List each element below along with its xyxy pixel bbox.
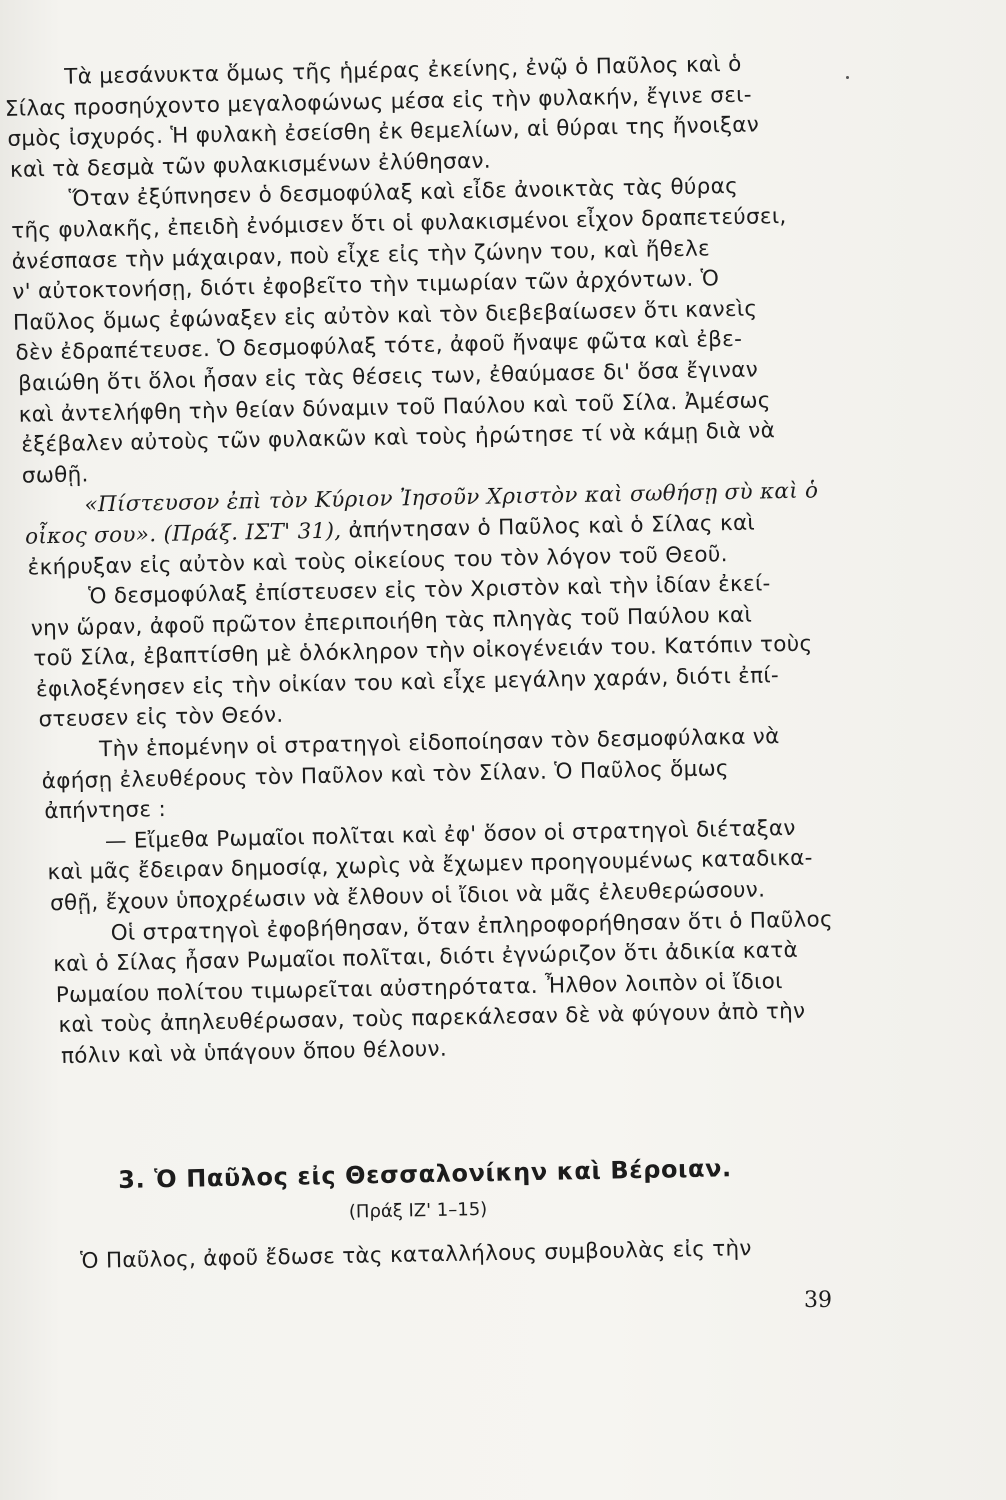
text-line: ἀνέσπασε τὴν μάχαιραν, ποὺ εἶχε εἰς τὴν ζώνην του, καὶ ἤθελε [11, 235, 711, 275]
text-line: νην ὥραν, ἀφοῦ πρῶτον ἐπεριποιήθη τὰς πληγὰς τοῦ Παύλου καὶ [30, 602, 753, 642]
scripture-quote-end: οἶκος σου». (Πράξ. ΙΣΤ' 31), [24, 518, 342, 550]
body-text [0, 47, 879, 1073]
text-line: καὶ τοὺς ἀπηλευθέρωσαν, τοὺς παρεκάλεσαν δὲ νὰ φύγουν ἀπὸ τὴν [58, 999, 806, 1039]
text-line: Σίλας προσηύχοντο μεγαλοφώνως μέσα εἰς τὴν φυλακήν, ἔγινε σει- [4, 82, 753, 122]
text-line: Παῦλος ὅμως ἐφώναξεν εἰς αὐτὸν καὶ τὸν διεβεβαίωσεν ὅτι κανεὶς [12, 296, 758, 336]
section-heading-block [118, 1154, 733, 1223]
page-number: 39 [804, 1288, 832, 1313]
text-line: καὶ τὰ δεσμὰ τῶν φυλακισμένων ἐλύθησαν. [9, 148, 492, 183]
text-line: Ὅταν ἐξύπνησεν ὁ δεσμοφύλαξ καὶ εἶδε ἀνοικτὰς τὰς θύρας [68, 174, 739, 213]
final-paragraph [80, 1234, 752, 1277]
text-line: ν' αὐτοκτονήσῃ, διότι ἐφοβεῖτο τὴν τιμωρίαν τῶν ἀρχόντων. Ὁ [12, 266, 720, 305]
text-line: ἐξέβαλεν αὐτοὺς τῶν φυλακῶν καὶ τοὺς ἠρώτησε τί νὰ κάμῃ διὰ νὰ [21, 418, 776, 458]
text-line: βαιώθη ὅτι ὅλοι ἦσαν εἰς τὰς θέσεις των, ἐθαύμασε δι' ὅσα ἔγιναν [17, 357, 759, 397]
text-line: σθῇ, ἔχουν ὑποχρέωσιν νὰ ἔλθουν οἱ ἴδιοι νὰ μᾶς ἐλευθερώσουν. [49, 877, 766, 917]
text-line: τῆς φυλακῆς, ἐπειδὴ ἐνόμισεν ὅτι οἱ φυλακισμένοι εἶχον δραπετεύσει, [10, 203, 787, 244]
section-heading: 3. Ὁ Παῦλος εἰς Θεσσαλονίκην καὶ Βέροιαν. [118, 1154, 733, 1194]
text-line: ἐκήρυξαν εἰς αὐτὸν καὶ τοὺς οἰκείους του τὸν λόγον τοῦ Θεοῦ. [27, 541, 728, 581]
section-reference: (Πράξ ΙΖ' 1–15) [348, 1198, 488, 1223]
text-span: ἀπήντησαν ὁ Παῦλος καὶ ὁ Σίλας καὶ [341, 510, 756, 544]
text-line: Ὁ Παῦλος, ἀφοῦ ἔδωσε τὰς καταλλήλους συμβουλὰς εἰς τὴν [80, 1236, 752, 1274]
text-line: σωθῇ. [21, 462, 89, 489]
text-line: Τὴν ἑπομένην οἱ στρατηγοὶ εἰδοποίησαν τὸν δεσμοφύλακα νὰ [98, 724, 780, 763]
text-line: σμὸς ἰσχυρός. Ἡ φυλακὴ ἐσείσθη ἐκ θεμελίων, αἱ θύραι της ἤνοιξαν [7, 112, 760, 153]
text-line: Ὁ δεσμοφύλαξ ἐπίστευσεν εἰς τὸν Χριστὸν καὶ τὴν ἰδίαν ἐκεί- [88, 571, 771, 610]
text-line: ἀπήντησε : [44, 797, 167, 825]
scripture-quote: «Πίστευσον ἐπὶ τὸν Κύριον Ἰησοῦν Χριστὸν καὶ σωθήσῃ σὺ καὶ ὁ [84, 478, 819, 518]
text-line: πόλιν καὶ νὰ ὑπάγουν ὅπου θέλουν. [60, 1036, 448, 1070]
text-line: — Εἴμεθα Ρωμαῖοι πολῖται καὶ ἐφ' ὅσον οἱ στρατηγοὶ διέταξαν [104, 815, 796, 854]
text-line: στευσεν εἰς τὸν Θεόν. [38, 703, 284, 733]
text-line: Τὰ μεσάνυκτα ὅμως τῆς ἡμέρας ἐκείνης, ἐνῷ ὁ Παῦλος καὶ ὁ [64, 51, 742, 90]
text-line: Οἱ στρατηγοὶ ἐφοβήθησαν, ὅταν ἐπληροφορήθησαν ὅτι ὁ Παῦλος [110, 906, 834, 946]
text-line: καὶ μᾶς ἔδειραν δημοσίᾳ, χωρὶς νὰ ἔχωμεν προηγουμένως καταδικα- [47, 845, 813, 886]
text-line: τοῦ Σίλα, ἐβαπτίσθη μὲ ὁλόκληρον τὴν οἰκογένειάν του. Κατόπιν τοὺς [33, 631, 813, 672]
text-line: καὶ ὁ Σίλας ἦσαν Ρωμαῖοι πολῖται, διότι ἐγνώριζον ὅτι ἀδικία κατὰ [53, 938, 799, 978]
text-line: Ρωμαίου πολίτου τιμωρεῖται αὐστηρότατα. Ἦλθον λοιπὸν οἱ ἴδιοι [55, 968, 783, 1008]
text-line: καὶ ἀντελήφθη τὴν θείαν δύναμιν τοῦ Παύλου καὶ τοῦ Σίλα. Ἀμέσως [18, 387, 771, 428]
text-line: δὲν ἐδραπέτευσε. Ὁ δεσμοφύλαξ τότε, ἀφοῦ ἤναψε φῶτα καὶ ἐβε- [15, 327, 743, 367]
text-line: ἐφιλοξένησεν εἰς τὴν οἰκίαν του καὶ εἶχε μεγάλην χαράν, διότι ἐπί- [35, 663, 780, 703]
text-line: ἀφήσῃ ἐλευθέρους τὸν Παῦλον καὶ τὸν Σίλαν. Ὁ Παῦλος ὅμως [41, 755, 730, 794]
